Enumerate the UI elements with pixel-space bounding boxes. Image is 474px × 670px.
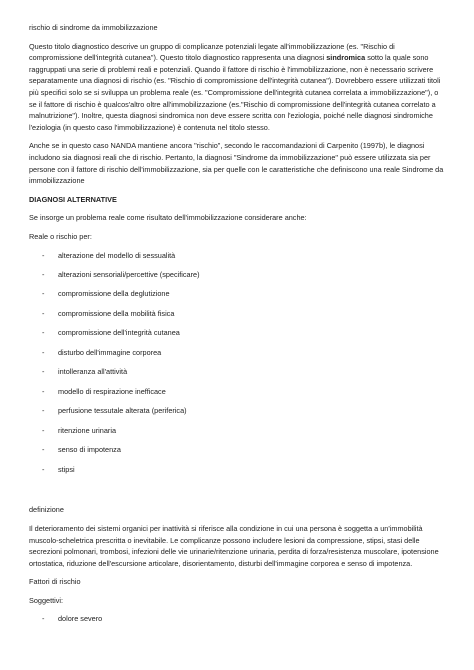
intro-text-part2: sotto la quale sono raggruppati una serie di problemi reali e potenziali. Quando il fattore di rischio è l'immobilizzazione, non è necessario scrivere separatamente una diagnosi di rischio (es. "Rischio di compromissione dell'integrità cutanea"). Dovrebbero essere utilizzati titoli più specifici solo se si sviluppa un problema reale (es. "Compromissione dell'integrità cutanea correlata a immobilizzazione"), o se il fattore di rischio è qualcos'altro oltre all'immobilizzazione (es."Rischio di compromissione dell'integrità cutanea correlato a malnutrizione"). Inoltre, questa diagnosi sindromica non deve essere scritta con l'eziologia, poiché nelle diagnosi sindromiche l'eziologia (in questo caso l'immobilizzazione) è contenuta nel titolo stesso. [29, 53, 441, 132]
dash-bullet: - [42, 289, 45, 299]
document-title: rischio di sindrome da immobilizzazione [29, 23, 158, 32]
list-item [29, 347, 445, 359]
nanda-paragraph: Anche se in questo caso NANDA mantiene ancora "rischio", secondo le raccomandazioni di Carpenito (1997b), le diagnosi includono sia diagnosi reali che di rischio. Pertanto, la diagnosi "Sindrome da immobilizzazione" può essere utilizzata sia per persone con il fattore di rischio dell'immobilizzazione, sia per quelle con le caratteristiche che definiscono una reale Sindrome da immobilizzazione [29, 141, 444, 186]
dash-bullet: - [42, 328, 45, 338]
list-item [29, 327, 445, 339]
dash-bullet: - [42, 367, 45, 377]
definizione-paragraph: Il deterioramento dei sistemi organici per inattività si riferisce alla condizione in cui una persona è soggetta a un'immobilità muscolo-scheletrica prescritta o inevitabile. Le complicanze possono includere lesioni da compressione, stipsi, stasi delle secrezioni polmonari, trombosi, infezioni delle vie urinarie/ritenzione urinaria, perdita di forza/resistenza muscolare, ipotensione ortostatica, riduzione dell'escursione articolare, disorientamento, disturbi dell'immagine corporea e senso di impotenza. [29, 523, 439, 568]
intro-text-part1: Questo titolo diagnostico descrive un gruppo di complicanze potenziali legate all'immobilizzazione (es. "Rischio di compromissione dell'integrità cutanea"). Questo titolo diagnostico rappresenta una diagnosi [29, 41, 395, 63]
list-item-text: compromissione della mobilità fisica [58, 308, 175, 318]
list-item [29, 386, 445, 398]
list-item-text: dolore severo [58, 614, 103, 624]
list-item [29, 613, 445, 625]
dash-bullet: - [42, 406, 45, 416]
risk-list [29, 250, 445, 476]
list-item-text: modello di respirazione inefficace [58, 386, 166, 396]
list-item-text: compromissione della deglutizione [58, 289, 170, 299]
section-spacer [29, 483, 445, 504]
list-item [29, 464, 445, 476]
definizione-label: definizione [29, 505, 64, 515]
dash-bullet: - [42, 614, 45, 624]
list-item-text: stipsi [58, 464, 75, 474]
list-item [29, 288, 445, 300]
intro-paragraph [29, 41, 445, 134]
list-item [29, 308, 445, 320]
list-item [29, 444, 445, 456]
soggettivi-label: Soggettivi: [29, 595, 64, 605]
list-item [29, 425, 445, 437]
dash-bullet: - [42, 250, 45, 260]
list-item [29, 405, 445, 417]
list-item-text: senso di impotenza [58, 445, 121, 455]
list-item [29, 250, 445, 262]
dash-bullet: - [42, 425, 45, 435]
list-item-text: disturbo dell'immagine corporea [58, 347, 162, 357]
dash-bullet: - [42, 308, 45, 318]
dash-bullet: - [42, 269, 45, 279]
dash-bullet: - [42, 464, 45, 474]
reale-label: Reale o rischio per: [29, 231, 92, 241]
list-item-text: ritenzione urinaria [58, 425, 117, 435]
list-item-text: alterazioni sensoriali/percettive (specificare) [58, 269, 200, 279]
dash-bullet: - [42, 347, 45, 357]
list-item-text: perfusione tessutale alterata (periferica) [58, 406, 187, 416]
list-item [29, 269, 445, 281]
list-item [29, 366, 445, 378]
list-item-text: compromissione dell'integrità cutanea [58, 328, 180, 338]
fattori-label: Fattori di rischio [29, 577, 81, 587]
intro-bold-term: sindromica [326, 53, 366, 63]
list-item-text: alterazione del modello di sessualità [58, 250, 176, 260]
alternative-diagnoses-heading: DIAGNOSI ALTERNATIVE [29, 194, 117, 204]
dash-bullet: - [42, 386, 45, 396]
alternative-intro: Se insorge un problema reale come risultato dell'immobilizzazione considerare anche: [29, 213, 307, 223]
dash-bullet: - [42, 445, 45, 455]
list-item-text: intolleranza all'attività [58, 367, 128, 377]
soggettivi-list [29, 613, 445, 625]
document-page [29, 22, 445, 633]
